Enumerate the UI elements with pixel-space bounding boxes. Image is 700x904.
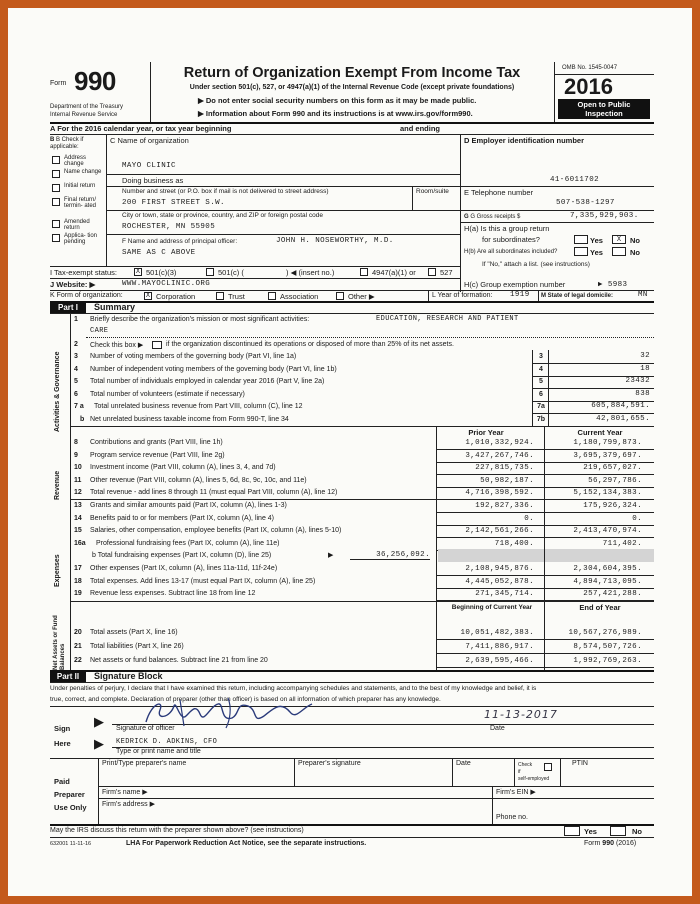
association-checkbox[interactable] (268, 292, 276, 300)
summary-line (50, 641, 654, 654)
other-label: Other ▶ (348, 292, 375, 301)
527-label: 527 (440, 268, 453, 277)
line2-label-b: if the organization discontinued its operations or disposed of more than 25% of its net assets. (166, 341, 454, 348)
prior-year-value: 2,639,595,466. (465, 657, 534, 665)
public-inspection-badge: Open to Public Inspection (558, 99, 650, 119)
officer-name: JOHN H. NOSEWORTHY, M.D. (276, 237, 394, 245)
ein-value: 41-6011702 (550, 176, 600, 184)
summary-line (50, 475, 654, 488)
line-number: 14 (74, 514, 82, 522)
preparer-name-label: Print/Type preparer's name (102, 760, 187, 767)
paid-label: Paid (54, 777, 70, 786)
amended-return-checkbox[interactable] (52, 220, 60, 228)
initial-return-checkbox[interactable] (52, 184, 60, 192)
amended-return-label: Amended return (64, 219, 90, 231)
summary-line (50, 450, 654, 463)
current-year-value: 10,567,276,989. (568, 629, 642, 637)
governance-line (50, 401, 654, 414)
line-value: 605,884,591. (591, 402, 650, 410)
discuss-no-checkbox[interactable] (610, 826, 626, 836)
dept-treasury: Department of the Treasury (50, 104, 124, 110)
discuss-yes-checkbox[interactable] (564, 826, 580, 836)
governance-line (50, 351, 654, 364)
side-label-governance: Activities & Governance (54, 351, 61, 432)
arrow-right-icon: ▶ (598, 281, 603, 289)
year-formation-value: 1919 (510, 291, 530, 299)
line1-label: Briefly describe the organization's mission or most significant activities: (90, 316, 310, 323)
website-label: J Website: ▶ (50, 280, 96, 289)
mission-line2: CARE (90, 327, 109, 335)
line-box-number: 7a (537, 403, 545, 410)
hc-value: ▶ 5983 (598, 281, 628, 289)
line-label: Number of voting members of the governing body (Part VI, line 1a) (90, 353, 297, 360)
ha-yes-checkbox[interactable] (574, 235, 588, 244)
lha-notice: LHA For Paperwork Reduction Act Notice, see the separate instructions. (126, 840, 367, 847)
line-number: 22 (74, 657, 82, 664)
501c-label: 501(c) ( (218, 268, 244, 277)
ha-no-checkbox[interactable]: X (612, 235, 626, 244)
part1-title: Summary (94, 302, 136, 312)
line-box-number: 6 (539, 390, 543, 398)
current-year-value: 4,894,713,095. (573, 577, 642, 586)
line-number: 17 (74, 565, 82, 572)
line-number: 15 (74, 527, 82, 534)
address-change-checkbox[interactable] (52, 156, 60, 164)
line2-label-a: Check this box ▶ (90, 342, 144, 349)
arrow-right-icon: ▶ (142, 789, 148, 796)
side-label-revenue: Revenue (54, 470, 61, 500)
arrow-right-icon: ▶ (137, 342, 144, 349)
prior-year-value: 192,827,336. (475, 502, 534, 510)
line-box-number: 3 (539, 353, 543, 360)
line-value: 23432 (625, 377, 650, 385)
summary-line (50, 462, 654, 475)
current-year-value: 711,402. (602, 539, 642, 548)
name-change-label: Name change (64, 169, 102, 175)
501c3-checkbox[interactable]: X (135, 268, 141, 276)
name-change-checkbox[interactable] (52, 170, 60, 178)
room-suite-label: Room/suite (416, 188, 449, 195)
officer-address: SAME AS C ABOVE (122, 249, 196, 257)
signer-name: KEDRICK D. ADKINS, CFO (116, 738, 218, 746)
hb-no-label: No (630, 248, 640, 257)
row-rule (436, 667, 654, 668)
current-year-value: 257,421,288. (583, 590, 642, 598)
summary-line (50, 655, 654, 668)
sign-date-label: Date (490, 725, 505, 732)
prior-year-value: 227,815,735. (475, 464, 534, 472)
line-label: Total assets (Part X, line 16) (90, 629, 178, 636)
line-number: 6 (74, 390, 78, 398)
line-label: Net unrelated business taxable income from Form 990-T, line 34 (90, 415, 289, 423)
form-number: 990 (74, 66, 116, 96)
firm-name-label: Firm's name ▶ (102, 789, 148, 796)
line-label: Total expenses. Add lines 13-17 (must equal Part IX, column (A), line 25) (90, 577, 316, 585)
check-applicable-label: B B Check if applicable: (50, 137, 84, 150)
use-only-label: Use Only (54, 803, 87, 812)
gross-receipts-label: G G Gross receipts $ (464, 214, 521, 220)
line-label: Number of independent voting members of the governing body (Part VI, line 1b) (90, 365, 337, 373)
self-employed-label: Check if self-employed (518, 762, 550, 782)
current-year-header: Current Year (577, 428, 623, 437)
501c-checkbox[interactable] (206, 268, 214, 276)
part2-title: Signature Block (94, 671, 163, 681)
arrow-right-icon: ▶ (530, 789, 536, 796)
ha-sub: for subordinates? (482, 235, 540, 244)
line-number: b (80, 415, 85, 423)
summary-line (50, 487, 654, 500)
year-formation-label: L Year of formation: (432, 292, 493, 299)
self-employed-checkbox[interactable] (544, 763, 552, 771)
prior-year-value: 50,982,187. (480, 476, 534, 485)
summary-line (50, 627, 654, 640)
line-value: 42,801,655. (596, 414, 650, 423)
prior-year-value: 2,142,561,266. (465, 527, 534, 535)
line-number: 13 (74, 502, 82, 509)
line-label: Revenue less expenses. Subtract line 18 from line 12 (90, 590, 256, 597)
firm-ein-label: Firm's EIN ▶ (496, 789, 536, 796)
hb-yes-checkbox[interactable] (574, 247, 588, 256)
arrow-right-icon: ▶ (198, 109, 204, 118)
prior-year-value: 10,051,482,383. (460, 629, 534, 637)
dba-label: Doing business as (122, 176, 184, 185)
line-label: Total number of individuals employed in calendar year 2016 (Part V, line 2a) (90, 378, 325, 385)
hb-label: H(b) Are all subordinates included? (464, 249, 558, 255)
boy-header: Beginning of Current Year (451, 604, 533, 611)
line-value: 32 (640, 352, 650, 360)
ha-label: H(a) Is this a group return (464, 224, 550, 233)
penalty-text-1: Under penalties of perjury, I declare that I have examined this return, including accompanying schedules and statements, and to the best of my knowledge and belief, it is (50, 685, 537, 692)
line-label: Total revenue - add lines 8 through 11 (must equal Part VIII, column (A), line 12) (90, 489, 338, 496)
governance-line (50, 364, 654, 377)
4947-label: 4947(a)(1) or (372, 268, 416, 277)
footer-form-id: Form 990 (2016) (584, 840, 637, 847)
hb-note: If "No," attach a list. (see instructions) (482, 261, 590, 268)
hb-yes-label: Yes (590, 248, 603, 257)
line-value: 18 (640, 364, 650, 373)
prior-year-value: 2,108,945,876. (465, 565, 534, 573)
current-year-value: 175,926,324. (583, 502, 642, 510)
summary-line (50, 525, 654, 538)
line-number: 8 (74, 439, 78, 446)
line-number: 9 (74, 451, 78, 459)
line-number: 3 (74, 353, 78, 360)
tax-year: 2016 (564, 74, 613, 99)
current-year-value: 5,152,134,383. (573, 489, 642, 497)
corporation-label: Corporation (156, 292, 196, 301)
trust-label: Trust (228, 292, 245, 301)
org-city: ROCHESTER, MN 55905 (122, 223, 216, 231)
line1-number: 1 (74, 316, 78, 323)
line-number: 5 (74, 378, 78, 385)
line16b-label: b Total fundraising expenses (Part IX, column (D), line 25) (92, 552, 272, 559)
hc-label: H(c) Group exemption number (464, 280, 566, 289)
form-code: 632001 11-11-16 (50, 841, 92, 847)
line-a-and-ending: and ending (400, 124, 440, 133)
governance-line (50, 389, 654, 402)
phone-label: E Telephone number (464, 188, 534, 197)
line-label: Salaries, other compensation, employee benefits (Part IX, column (A), lines 5-10) (90, 527, 342, 534)
prior-year-value: 0. (524, 514, 534, 523)
501c3-label: 501(c)(3) (146, 268, 177, 277)
part1-badge: Part I (50, 302, 86, 313)
side-label-net-assets: Net Assets or Fund Balances (53, 615, 66, 670)
firm-phone-label: Phone no. (496, 814, 528, 821)
officer-label: F Name and address of principal officer: (122, 238, 238, 245)
ptin-label: PTIN (572, 760, 588, 767)
gross-receipts-value: 7,335,929,903. (570, 212, 639, 220)
summary-line (50, 576, 654, 589)
form-title: Return of Organization Exempt From Income Tax (183, 65, 521, 81)
current-year-value: 0. (632, 514, 642, 523)
eoy-header: End of Year (579, 603, 621, 612)
type-name-label: Type or print name and title (116, 748, 201, 755)
insert-no-label: ) ◀ (insert no.) (286, 268, 335, 277)
line-box-number: 7b (536, 415, 546, 423)
line-i-label: I Tax-exempt status: (50, 268, 117, 277)
line-number: 19 (74, 590, 82, 597)
line-label: Professional fundraising fees (Part IX, column (A), line 11e) (96, 539, 280, 547)
current-year-value: 3,695,379,697. (573, 451, 642, 460)
line-label: Benefits paid to or for members (Part IX, column (A), line 4) (90, 514, 275, 522)
line-label: Contributions and grants (Part VIII, line 1h) (90, 439, 223, 446)
website-value: WWW.MAYOCLINIC.ORG (122, 280, 211, 288)
officer-signature (140, 696, 320, 730)
part2-badge: Part II (50, 671, 86, 682)
phone-value: 507-538-1297 (556, 199, 615, 207)
corporation-checkbox[interactable]: X (145, 292, 151, 300)
line-label: Program service revenue (Part VIII, line 2g) (90, 451, 225, 459)
line-label: Other revenue (Part VIII, column (A), lines 5, 6d, 8c, 9c, 10c, and 11e) (90, 476, 307, 484)
row-rule (436, 653, 654, 654)
line-label: Grants and similar amounts paid (Part IX, column (A), lines 1-3) (90, 502, 287, 509)
address-change-label: Address change (64, 155, 87, 167)
summary-line (50, 588, 654, 601)
summary-line (50, 563, 654, 576)
line-number: 18 (74, 577, 82, 585)
preparer-date-label: Date (456, 760, 471, 767)
arrow-right-icon: ▶ (149, 801, 156, 808)
signature-officer-label: Signature of officer (116, 725, 175, 732)
ha-yes-label: Yes (590, 236, 603, 245)
discuss-question: May the IRS discuss this return with the preparer shown above? (see instructions) (50, 827, 304, 834)
line-label: Net assets or fund balances. Subtract line 21 from line 20 (90, 657, 268, 664)
prior-year-value: 7,411,886,917. (465, 643, 534, 651)
summary-line (50, 437, 654, 450)
line-number: 10 (74, 464, 82, 471)
penalty-text-2: true, correct, and complete. Declaration of preparer (other than officer) is based on all information of which preparer has any knowledge. (50, 696, 441, 703)
here-label: Here (54, 739, 71, 748)
line-label: Total number of volunteers (estimate if necessary) (90, 390, 245, 398)
prior-year-value: 4,716,398,592. (465, 489, 534, 497)
current-year-value: 1,180,799,873. (573, 439, 642, 447)
prior-year-value: 271,345,714. (475, 590, 534, 598)
street-label: Number and street (or P.O. box if mail is not delivered to street address) (122, 188, 329, 195)
line16b-arrow-icon: ▶ (328, 552, 334, 559)
state-domicile-label: M State of legal domicile: (541, 293, 614, 299)
omb-number: OMB No. 1545-0047 (562, 65, 618, 71)
ein-label: D Employer identification number (464, 136, 585, 145)
line-box-number: 4 (539, 365, 543, 373)
line-number: 4 (74, 365, 78, 373)
line-box-number: 5 (539, 378, 543, 385)
arrow-right-icon: ▶ (89, 280, 96, 289)
prior-year-header: Prior Year (468, 428, 504, 437)
line-number: 16a (74, 539, 86, 547)
discuss-no-label: No (632, 827, 642, 836)
form-label: Form (50, 80, 67, 87)
line-number: 12 (74, 489, 82, 496)
sign-arrow-icon: ▶ (94, 714, 104, 729)
line-number: 20 (74, 629, 82, 636)
line-a-label: A For the 2016 calendar year, or tax year beginning (50, 124, 232, 133)
discuss-yes-label: Yes (584, 827, 597, 836)
final-return-label: Final return/ termin- ated (64, 197, 97, 209)
firm-address-label: Firm's address ▶ (102, 801, 156, 808)
row-rule (436, 639, 654, 640)
line-label: Total liabilities (Part X, line 26) (90, 643, 184, 650)
form-subtitle: Under section 501(c), 527, or 4947(a)(1) of the Internal Revenue Code (except private foundations) (189, 84, 515, 91)
sign-arrow-icon-2: ▶ (94, 736, 104, 751)
mission-line1: EDUCATION, RESEARCH AND PATIENT (376, 315, 519, 323)
line-label: Other expenses (Part IX, column (A), lines 11a-11d, 11f-24e) (90, 565, 278, 572)
current-year-value: 56,297,786. (588, 476, 642, 485)
prior-year-value: 4,445,052,878. (465, 577, 534, 586)
org-name-label: C Name of organization (110, 136, 189, 145)
other-checkbox[interactable] (336, 292, 344, 300)
dept-irs: Internal Revenue Service (50, 112, 118, 118)
prior-year-value: 1,010,332,924. (465, 439, 534, 447)
city-label: City or town, state or province, country, and ZIP or foreign postal code (122, 212, 323, 219)
application-pending-checkbox[interactable] (52, 234, 60, 242)
sign-date-value: 11-13-2017 (484, 708, 558, 721)
application-pending-label: Applica- tion pending (64, 233, 98, 245)
arrow-right-icon: ▶ (198, 96, 204, 105)
line16b-value: 36,256,092. (350, 551, 430, 560)
governance-line (50, 414, 654, 427)
ha-no-label: No (630, 236, 640, 245)
4947-checkbox[interactable] (360, 268, 368, 276)
hb-no-checkbox[interactable] (612, 247, 626, 256)
instruction-ssn: ▶ Do not enter social security numbers on this form as it may be made public. (198, 96, 477, 105)
discontinued-checkbox[interactable] (152, 341, 162, 349)
line-label: Investment income (Part VIII, column (A), lines 3, 4, and 7d) (90, 464, 276, 471)
org-street: 200 FIRST STREET S.W. (122, 199, 225, 207)
preparer-signature-label: Preparer's signature (298, 760, 361, 767)
current-year-value: 2,413,470,974. (573, 527, 642, 535)
current-year-value: 8,574,507,726. (573, 643, 642, 651)
state-domicile-value: MN (638, 291, 648, 299)
arrow-left-icon: ◀ (290, 268, 297, 277)
document-page (8, 8, 692, 896)
instruction-info: ▶ Information about Form 990 and its instructions is at www.irs.gov/form990. (198, 109, 473, 118)
line-number: 21 (74, 643, 82, 650)
summary-line (50, 513, 654, 526)
org-name: MAYO CLINIC (122, 162, 176, 170)
final-return-checkbox[interactable] (52, 198, 60, 206)
arrow-right-icon: ▶ (368, 292, 375, 301)
association-label: Association (280, 292, 319, 301)
527-checkbox[interactable] (428, 268, 436, 276)
prior-year-value: 3,427,267,746. (465, 451, 534, 460)
initial-return-label: Initial return (64, 183, 96, 189)
preparer-label: Preparer (54, 790, 85, 799)
summary-line (50, 500, 654, 513)
sign-label: Sign (54, 724, 71, 733)
trust-checkbox[interactable] (216, 292, 224, 300)
current-year-value: 219,657,027. (583, 464, 642, 472)
current-year-value: 2,304,604,395. (573, 565, 642, 573)
prior-year-value: 718,400. (494, 539, 534, 548)
line-label: Total unrelated business revenue from Part VIII, column (C), line 12 (94, 403, 303, 410)
line2-number: 2 (74, 341, 78, 348)
line-number: 7 a (74, 403, 84, 410)
line-value: 838 (635, 389, 650, 398)
line-number: 11 (74, 476, 82, 484)
governance-line (50, 376, 654, 389)
current-year-value: 1,992,769,263. (573, 657, 642, 665)
line-k-label: K Form of organization: (50, 292, 123, 299)
side-label-expenses: Expenses (54, 554, 61, 587)
